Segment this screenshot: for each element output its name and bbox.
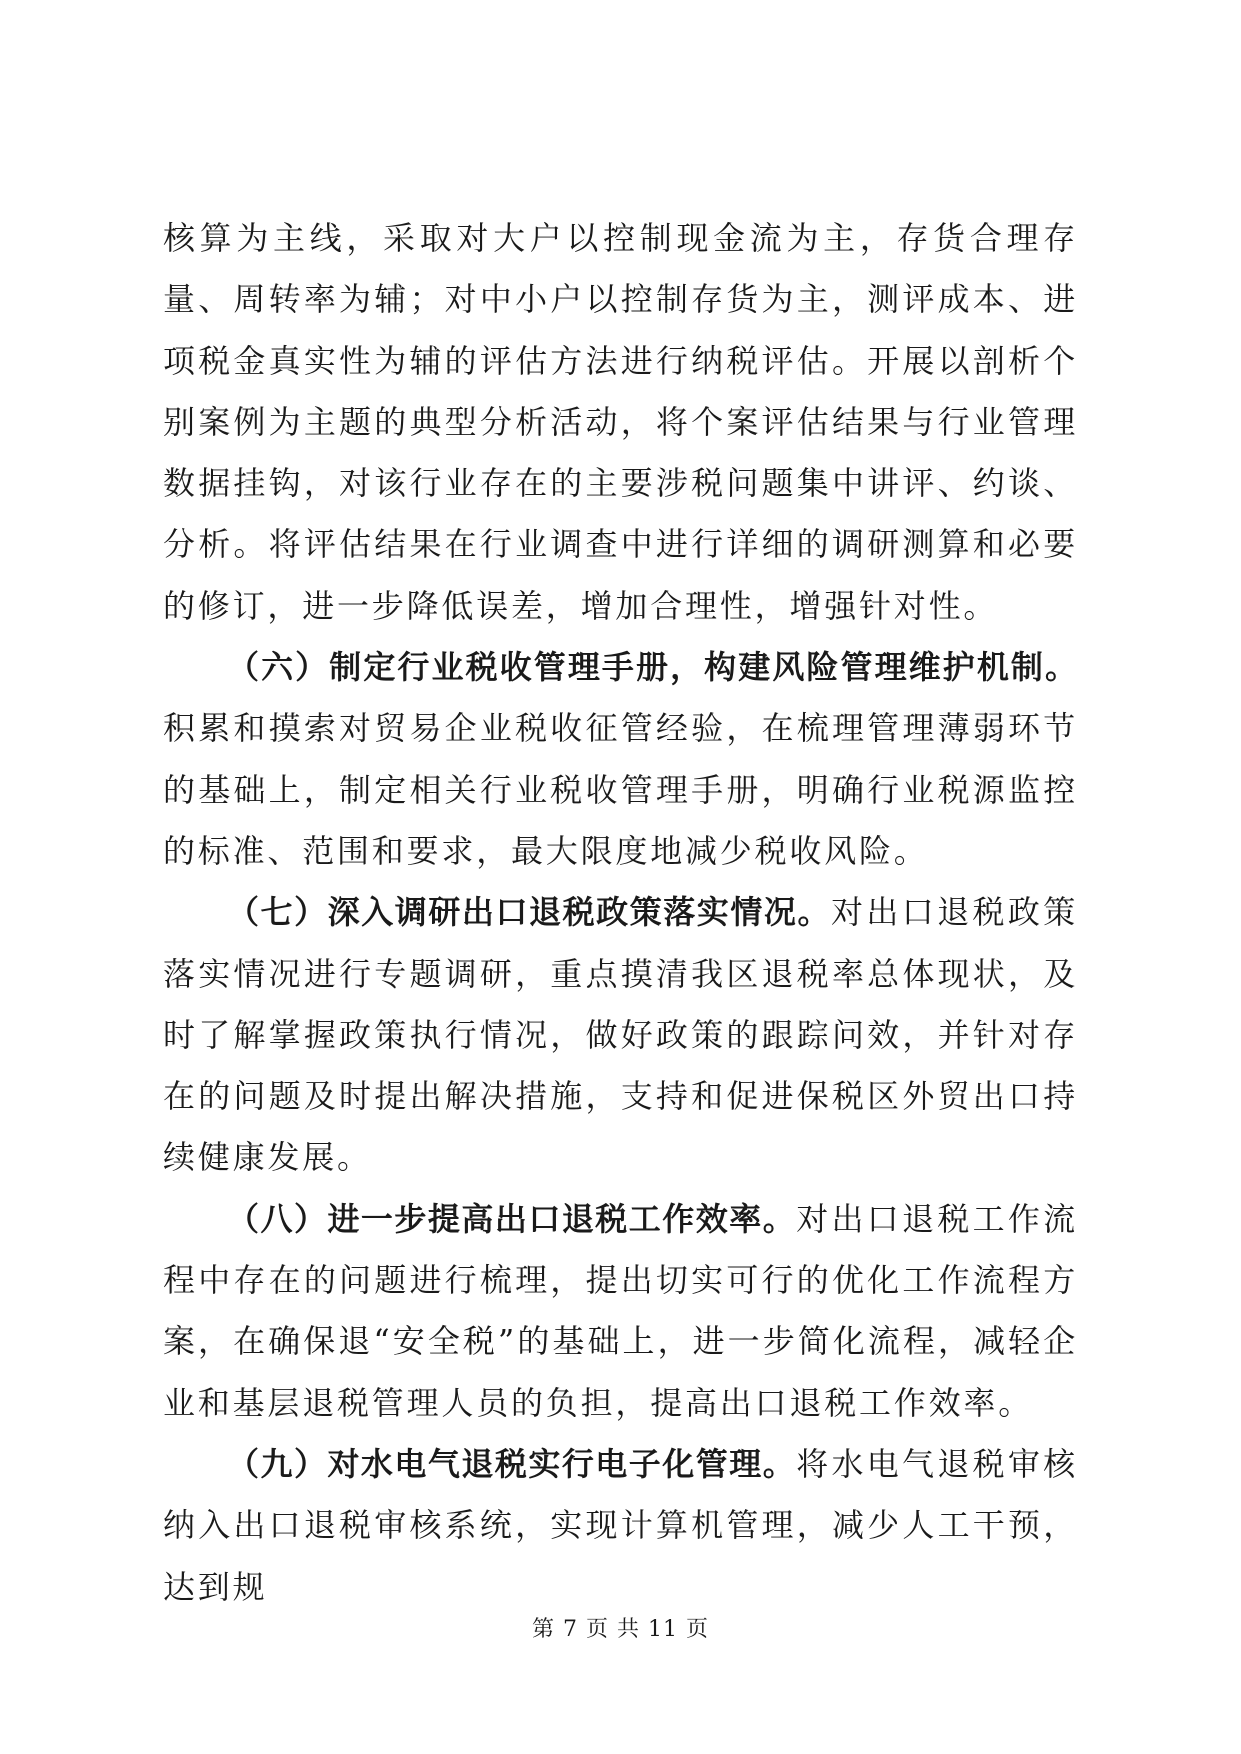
paragraph-text: 核算为主线，采取对大户以控制现金流为主，存货合理存量、周转率为辅；对中小户以控制存货为主，测评成本、进项税金真实性为辅的评估方法进行纳税评估。开展以剖析个别案例为主题的典型分析活动，将个案评估结果与行业管理数据挂钩，对该行业存在的主要涉税问题集中讲评、约谈、分析。将评估结果在行业调查中进行详细的调研测算和必要的修订，进一步降低误差，增加合理性，增强针对性。 [163,219,1078,625]
paragraph-section-6 [163,637,1078,882]
paragraph-text: 将水电气退税审核纳入出口退税审核系统，实现计算机管理，减少人工干预，达到规 [163,1444,1078,1606]
paragraph-text: 对出口退税工作流程中存在的问题进行梳理，提出切实可行的优化工作流程方案，在确保退“安全税”的基础上，进一步简化流程，减轻企业和基层退税管理人员的负担，提高出口退税工作效率。 [163,1199,1078,1422]
section-heading: （九）对水电气退税实行电子化管理。 [227,1444,797,1483]
paragraph-text: 对出口退税政策落实情况进行专题调研，重点摸清我区退税率总体现状，及时了解掌握政策执行情况，做好政策的跟踪问效，并针对存在的问题及时提出解决措施，支持和促进保税区外贸出口持续健康发展。 [163,893,1078,1177]
paragraph-continuation [163,208,1078,637]
paragraph-section-7 [163,882,1078,1188]
section-heading: （六）制定行业税收管理手册，构建风险管理维护机制。 [227,648,1078,687]
paragraph-section-8 [163,1189,1078,1434]
section-heading: （七）深入调研出口退税政策落实情况。 [227,893,832,932]
paragraph-text: 积累和摸索对贸易企业税收征管经验，在梳理管理薄弱环节的基础上，制定相关行业税收管理手册，明确行业税源监控的标准、范围和要求，最大限度地减少税收风险。 [163,709,1078,870]
page-footer: 第 7 页 共 11 页 [532,1617,709,1642]
section-heading: （八）进一步提高出口退税工作效率。 [227,1199,797,1238]
paragraph-section-9 [163,1434,1078,1618]
page-body [163,208,1078,1618]
